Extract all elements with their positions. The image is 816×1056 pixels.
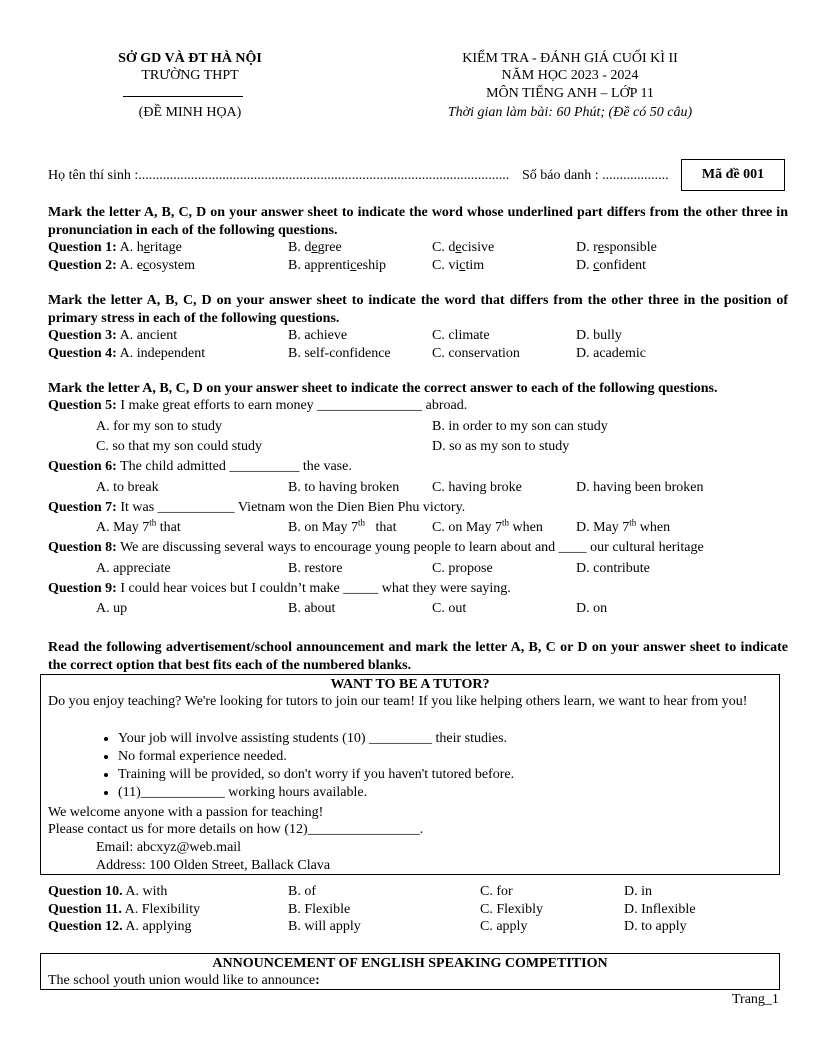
question-9 [48, 580, 788, 598]
subject-line: MÔN TIẾNG ANH – LỚP 11 [486, 86, 654, 101]
q5-option-a: A. for my son to study [96, 419, 222, 434]
q1-a-post: ritage [149, 240, 182, 255]
section3-instruction: Mark the letter A, B, C, D on your answer sheet to indicate the correct answer to each of the following questions. [48, 381, 718, 396]
school-year: NĂM HỌC 2023 - 2024 [501, 68, 639, 83]
question-6 [48, 458, 788, 476]
q9-options [48, 600, 788, 618]
q9-stem: I could hear voices but I couldn’t make _____ what they were saying. [120, 581, 511, 596]
q6-options [48, 479, 788, 497]
q9-option-c: C. out [432, 601, 467, 616]
q6-stem: The child admitted __________ the vase. [120, 459, 352, 474]
question-12 [48, 918, 788, 936]
announcement-title: ANNOUNCEMENT OF ENGLISH SPEAKING COMPETITION [212, 956, 608, 971]
q7-option-c: C. on May 7th when [432, 517, 543, 535]
q8-options [48, 560, 788, 578]
q2-a-pre: A. e [119, 258, 143, 273]
q1-b-underlined: e [311, 240, 318, 255]
q9-option-a: A. up [96, 601, 128, 616]
q1-d-post: sponsible [604, 240, 657, 255]
exam-code: Mã đề 001 [701, 167, 765, 182]
q5-option-d: D. so as my son to study [432, 439, 570, 454]
q12-option-c: C. apply [480, 919, 528, 934]
q11-option-d: D. Inflexible [624, 902, 696, 917]
ad-bullet-item: • No formal experience needed. [118, 748, 514, 766]
section1-instruction: Mark the letter A, B, C, D on your answer sheet to indicate the word whose underlined part differs from the other three in pronunciation in each of the following questions. [48, 205, 788, 238]
q1-c-post: cisive [461, 240, 495, 255]
q10-label: Question 10. [48, 884, 123, 899]
student-name-field: Họ tên thí sinh :.......................................................................................................... [48, 168, 510, 183]
section2-instruction: Mark the letter A, B, C, D on your answer sheet to indicate the word that differs from the other three in the position of primary stress in each of the following questions. [48, 293, 788, 326]
ad-bullet-list [96, 730, 514, 802]
q1-d-pre: D. r [576, 240, 598, 255]
q6-option-d: D. having been broken [576, 480, 704, 495]
ad-bullet-item: • Training will be provided, so don't worry if you haven't tutored before. [118, 766, 514, 784]
q11-option-c: C. Flexibly [480, 902, 544, 917]
question-4 [48, 345, 788, 363]
q8-option-a: A. appreciate [96, 561, 171, 576]
announcement-intro: The school youth union would like to announce: [48, 973, 320, 988]
q2-b-post: eship [356, 258, 386, 273]
ad-address: Address: 100 Olden Street, Ballack Clava [96, 858, 331, 873]
page-number: Trang_1 [732, 992, 779, 1007]
q11-option-b: B. Flexible [288, 902, 351, 917]
q7-stem: It was ___________ Vietnam won the Dien Bien Phu victory. [120, 500, 466, 515]
q2-d-underlined: c [593, 258, 600, 273]
q5-label: Question 5: [48, 398, 117, 413]
q2-d-pre: D. [576, 258, 594, 273]
q2-d-post: onfident [599, 258, 646, 273]
q5-option-c: C. so that my son could study [96, 439, 263, 454]
q5-stem: I make great efforts to earn money _______________ abroad. [120, 398, 468, 413]
question-3 [48, 327, 788, 345]
q1-a-underlined: e [143, 240, 150, 255]
q12-label: Question 12. [48, 919, 123, 934]
q4-label: Question 4: [48, 346, 117, 361]
ad-intro: Do you enjoy teaching? We're looking for tutors to join our team! If you like helping others learn, we want to hear from you! [48, 694, 748, 709]
q9-option-d: D. on [576, 601, 608, 616]
question-8 [48, 539, 788, 557]
ad-email: Email: abcxyz@web.mail [96, 840, 242, 855]
time-line: Thời gian làm bài: 60 Phút; (Đề có 50 câu) [447, 105, 693, 120]
q2-b-underlined: c [350, 258, 357, 273]
question-10 [48, 883, 788, 901]
q2-c-pre: C. vi [432, 258, 460, 273]
q10-option-c: C. for [480, 884, 513, 899]
q8-label: Question 8: [48, 540, 117, 555]
q10-option-a: A. with [125, 884, 168, 899]
q1-label: Question 1: [48, 240, 117, 255]
school-name: TRƯỜNG THPT [141, 68, 239, 83]
ad-contact: Please contact us for more details on how (12)________________. [48, 822, 424, 837]
question-1 [48, 239, 788, 257]
q8-option-d: D. contribute [576, 561, 650, 576]
sample-label: (ĐỀ MINH HỌA) [138, 105, 242, 120]
section4-instruction: Read the following advertisement/school announcement and mark the letter A, B, C or D on your answer sheet to indicate the correct option that best fits each of the numbered blanks. [48, 640, 788, 673]
q3-label: Question 3: [48, 328, 117, 343]
q1-b-post: gree [317, 240, 342, 255]
q2-a-underlined: c [142, 258, 150, 273]
q6-label: Question 6: [48, 459, 117, 474]
question-11 [48, 901, 788, 919]
q4-option-c: C. conservation [432, 346, 520, 361]
department-name: SỞ GD VÀ ĐT HÀ NỘI [118, 51, 262, 66]
q7-option-a: A. May 7th that [96, 517, 181, 535]
ad-welcome: We welcome anyone with a passion for teaching! [48, 805, 324, 820]
q1-d-underlined: e [597, 240, 604, 255]
q3-option-d: D. bully [576, 328, 622, 343]
q10-option-d: D. in [624, 884, 652, 899]
q3-option-b: B. achieve [288, 328, 348, 343]
q7-option-d: D. May 7th when [576, 517, 671, 535]
q5-option-b: B. in order to my son can study [432, 419, 608, 434]
q6-option-b: B. to having broken [288, 480, 400, 495]
q8-option-b: B. restore [288, 561, 343, 576]
q2-c-underlined: c [459, 258, 466, 273]
q9-option-b: B. about [288, 601, 336, 616]
q3-option-a: A. ancient [119, 328, 178, 343]
q4-option-a: A. independent [119, 346, 206, 361]
q11-option-a: A. Flexibility [124, 902, 201, 917]
student-id-field: Số báo danh : ................... [522, 168, 669, 183]
q8-stem: We are discussing several ways to encourage young people to learn about and ____ our cultural heritage [120, 540, 704, 555]
q7-options [48, 519, 788, 537]
q1-c-pre: C. d [432, 240, 456, 255]
exam-code-box [681, 159, 785, 191]
ad-bullet-item: • (11)____________ working hours available. [118, 784, 514, 802]
q1-b-pre: B. d [288, 240, 312, 255]
q4-option-d: D. academic [576, 346, 646, 361]
q1-a-pre: A. h [119, 240, 144, 255]
q2-b-pre: B. apprenti [288, 258, 351, 273]
exam-title: KIỂM TRA - ĐÁNH GIÁ CUỐI KÌ II [462, 51, 678, 66]
q7-label: Question 7: [48, 500, 117, 515]
question-2 [48, 257, 788, 275]
q2-label: Question 2: [48, 258, 117, 273]
q9-label: Question 9: [48, 581, 117, 596]
ad-title: WANT TO BE A TUTOR? [330, 677, 490, 692]
q6-option-c: C. having broke [432, 480, 522, 495]
q8-option-c: C. propose [432, 561, 493, 576]
ad-bullet-item: • Your job will involve assisting students (10) _________ their studies. [118, 730, 514, 748]
q5-options-row1 [48, 418, 788, 436]
q3-option-c: C. climate [432, 328, 490, 343]
q4-option-b: B. self-confidence [288, 346, 391, 361]
question-7 [48, 499, 788, 517]
q12-option-a: A. applying [125, 919, 192, 934]
header-divider [123, 96, 243, 97]
q12-option-b: B. will apply [288, 919, 361, 934]
q10-option-b: B. of [288, 884, 316, 899]
q1-c-underlined: e [455, 240, 462, 255]
q11-label: Question 11. [48, 902, 122, 917]
q12-option-d: D. to apply [624, 919, 687, 934]
question-5 [48, 397, 788, 415]
q2-c-post: tim [465, 258, 485, 273]
q2-a-post: osystem [149, 258, 196, 273]
q7-option-b: B. on May 7th that [288, 517, 397, 535]
q6-option-a: A. to break [96, 480, 159, 495]
q5-options-row2 [48, 438, 788, 456]
